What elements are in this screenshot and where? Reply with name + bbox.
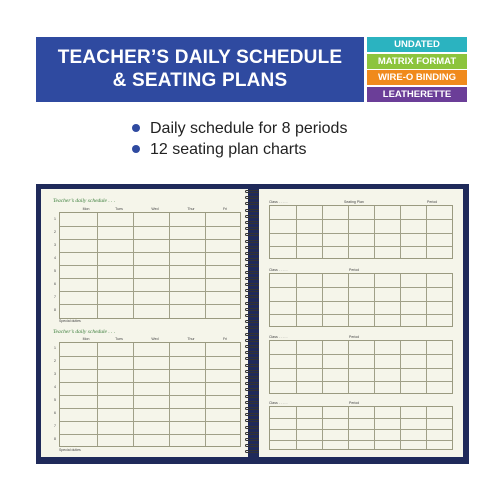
feature-tags bbox=[367, 37, 467, 115]
bullet-item bbox=[132, 118, 347, 139]
period-number: 6 bbox=[54, 282, 56, 286]
seating-chart-3 bbox=[269, 340, 453, 394]
period-number: 2 bbox=[54, 359, 56, 363]
period-number: 1 bbox=[54, 217, 56, 221]
period-number: 1 bbox=[54, 346, 56, 350]
period-number: 7 bbox=[54, 424, 56, 428]
schedule-grid-2 bbox=[59, 342, 241, 447]
period-number: 2 bbox=[54, 230, 56, 234]
left-page bbox=[41, 189, 248, 457]
period-label: Period bbox=[349, 268, 360, 272]
period-number: 3 bbox=[54, 243, 56, 247]
period-number: 5 bbox=[54, 269, 56, 273]
tag-wire-o-binding: WIRE-O BINDING bbox=[367, 70, 467, 85]
right-page bbox=[259, 189, 463, 457]
seating-chart-2 bbox=[269, 273, 453, 327]
bullet-dot-icon bbox=[132, 124, 140, 132]
day-header: Tues bbox=[115, 337, 123, 341]
schedule-grid-1 bbox=[59, 212, 241, 319]
period-label: Period bbox=[349, 401, 360, 405]
seating-chart-1 bbox=[269, 205, 453, 259]
schedule-title-2: Teacher’s daily schedule . . . bbox=[53, 329, 116, 335]
period-number: 8 bbox=[54, 437, 56, 441]
day-header: Mon bbox=[82, 337, 90, 341]
period-label: Period bbox=[349, 335, 360, 339]
planner-image bbox=[36, 184, 469, 464]
day-header: Fri bbox=[222, 207, 228, 211]
bullet-text: 12 seating plan charts bbox=[150, 141, 307, 158]
class-label: Class . . . . . bbox=[269, 200, 288, 204]
period-number: 8 bbox=[54, 308, 56, 312]
title-banner bbox=[36, 37, 364, 102]
day-header: Wed bbox=[151, 207, 159, 211]
period-number: 7 bbox=[54, 295, 56, 299]
seating-plan-label: Seating Plan bbox=[344, 200, 364, 204]
period-number: 5 bbox=[54, 398, 56, 402]
period-number: 3 bbox=[54, 372, 56, 376]
seating-chart-4 bbox=[269, 406, 453, 450]
day-header: Wed bbox=[151, 337, 159, 341]
class-label: Class . . . . . bbox=[269, 401, 288, 405]
day-header: Thur bbox=[187, 337, 195, 341]
tag-matrix-format: MATRIX FORMAT bbox=[367, 54, 467, 69]
day-header: Mon bbox=[82, 207, 90, 211]
special-duties-label: Special duties bbox=[59, 448, 81, 452]
period-number: 6 bbox=[54, 411, 56, 415]
period-label: Period bbox=[427, 200, 438, 204]
banner-title-line-2: & SEATING PLANS bbox=[112, 70, 288, 91]
class-label: Class . . . . . bbox=[269, 268, 288, 272]
tag-undated: UNDATED bbox=[367, 37, 467, 52]
class-label: Class . . . . . bbox=[269, 335, 288, 339]
feature-bullets bbox=[132, 118, 347, 160]
banner-title-line-1: TEACHER’S DAILY SCHEDULE bbox=[57, 47, 343, 68]
day-header: Tues bbox=[115, 207, 123, 211]
period-number: 4 bbox=[54, 385, 56, 389]
day-header: Thur bbox=[187, 207, 195, 211]
schedule-title-1: Teacher’s daily schedule . . . bbox=[53, 198, 116, 204]
tag-leatherette-cover: LEATHERETTE COVER bbox=[367, 87, 467, 102]
day-header: Fri bbox=[222, 337, 228, 341]
period-number: 4 bbox=[54, 256, 56, 260]
bullet-text: Daily schedule for 8 periods bbox=[150, 120, 348, 137]
bullet-dot-icon bbox=[132, 145, 140, 153]
bullet-item bbox=[132, 139, 347, 160]
special-duties-label: Special duties bbox=[59, 319, 81, 323]
